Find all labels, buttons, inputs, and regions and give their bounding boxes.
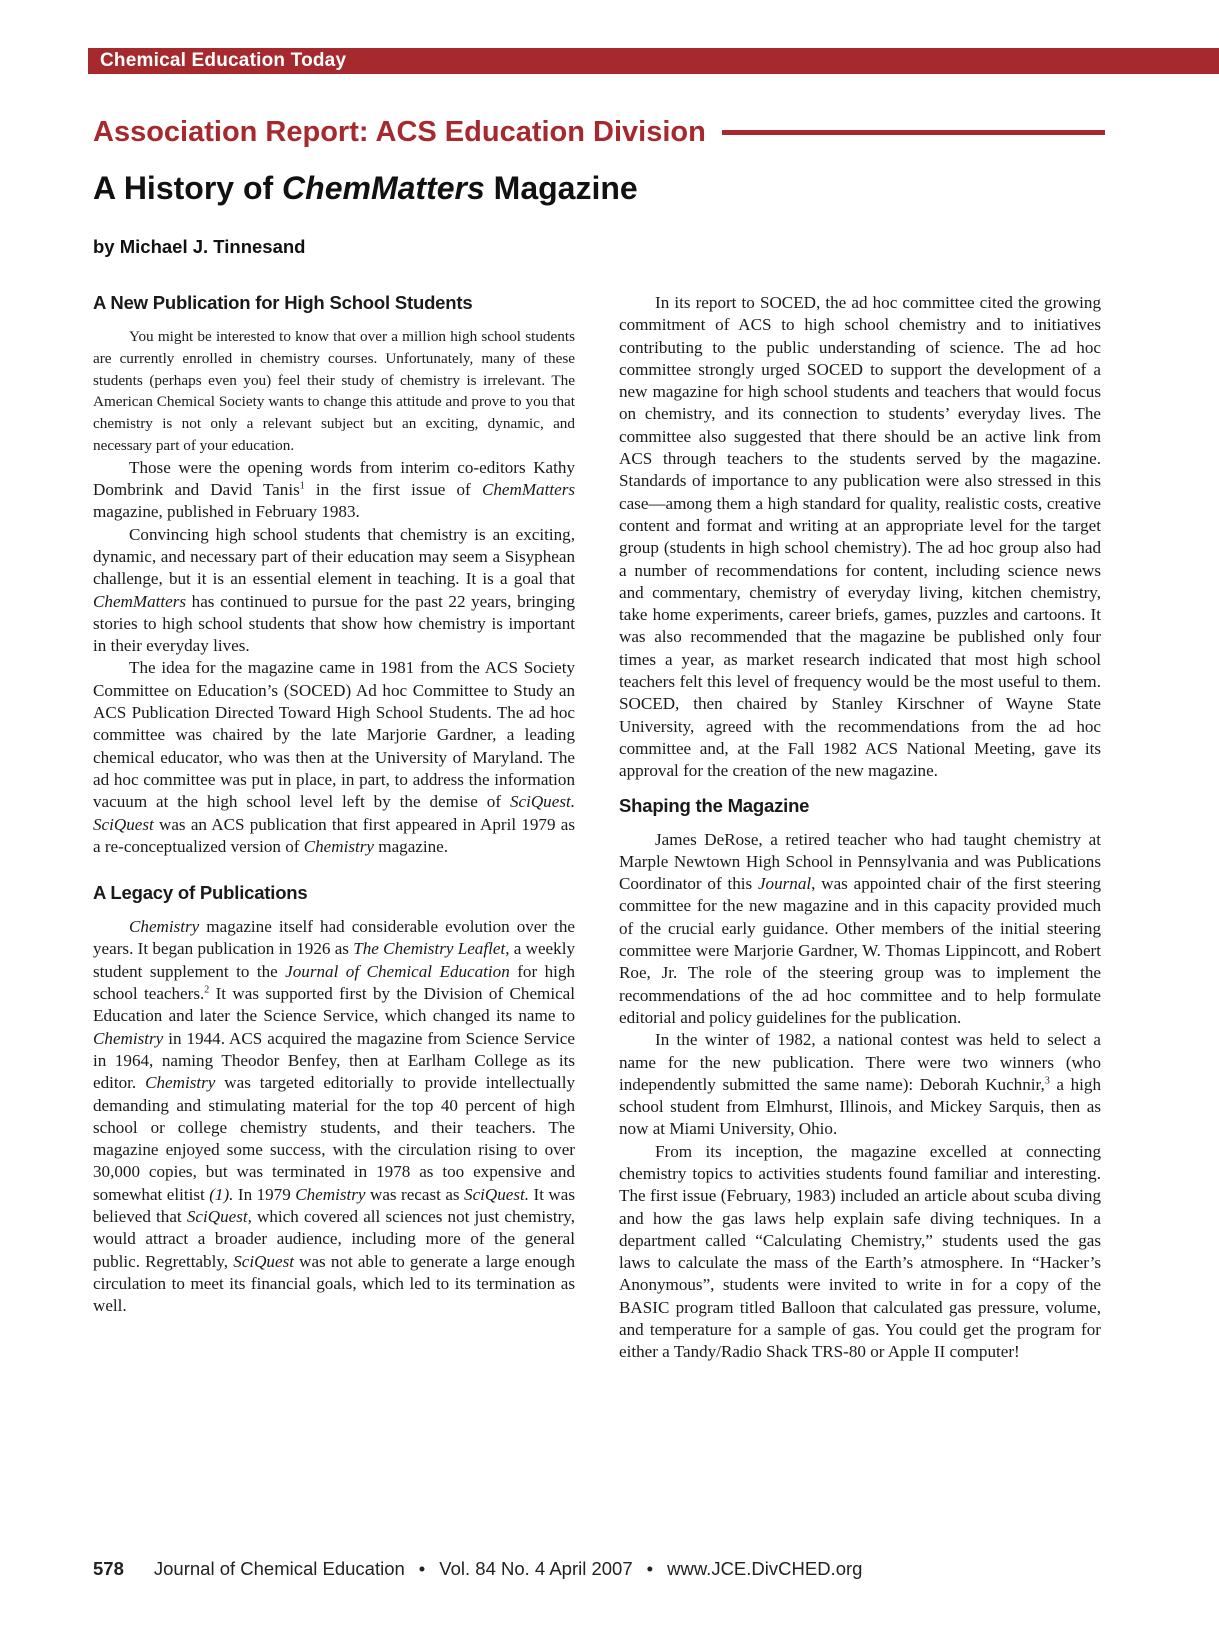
paragraph: In the winter of 1982, a national contest was held to select a name for the new publication. There were two winners (who independently submitted the same name): Deborah Kuchnir,$^3$ a high school student from Elmhurst, Illinois, and Mickey Sarquis, then as now at Miami University, Ohio. [619,1030,1101,1139]
page-footer [93,1558,862,1580]
left-column [93,292,575,1317]
section-rule [722,130,1105,135]
byline: by Michael J. Tinnesand [93,236,306,257]
paragraph: From its inception, the magazine excelled at connecting chemistry topics to activities students found familiar and interesting. The first issue (February, 1983) included an article about scuba diving and how the gas laws help explain safe diving techniques. In a department called “Calculating Chemistry,” students used the gas laws to calculate the mass of the Earth’s atmosphere. In “Hacker’s Anonymous”, students were invited to write in for a copy of the BASIC program titled Balloon that calculated gas pressure, volume, and temperature for a sample of gas. You could get the program for either a Tandy/Radio Shack TRS-80 or Apple II computer! [619,1141,1101,1362]
journal-url[interactable]: www.JCE.DivCHED.org [667,1558,863,1579]
section-heading [93,112,1105,152]
paragraph: James DeRose, a retired teacher who had taught chemistry at Marple Newtown High School in Pennsylvania and was Publications Coordinator of this Journal, was appointed chair of the first steering committee for the new magazine and in this capacity provided much of the crucial early guidance. Other members of the initial steering committee were Marjorie Gardner, W. Thomas Lippincott, and Robert Roe, Jr. The role of the steering group was to implement the recommendations of the ad hoc committee and to help formulate editorial and policy guidelines for the publication. [619,829,1101,1027]
paragraph: Chemistry magazine itself had considerable evolution over the years. It began publication in 1926 as The Chemistry Leaflet, a weekly student supplement to the Journal of Chemical Education for high school teachers.$^2$ It was supported first by the Division of Chemical Education and later the Science Service, which changed its name to Chemistry in 1944. ACS acquired the magazine from Science Service in 1964, naming Theodor Benfey, then at Earlham College as its editor. Chemistry was targeted editorially to provide intellectually demanding and stimulating material for the top 40 percent of high school or college chemistry students, and their teachers. The magazine enjoyed some success, with the circulation rising to over 30,000 copies, but was terminated in 1978 as too expensive and somewhat elitist (1). In 1979 Chemistry was recast as SciQuest. It was believed that SciQuest, which covered all sciences not just chemistry, would attract a broader audience, including more of the general public. Regrettably, SciQuest was not able to generate a large enough circulation to meet its financial goals, which led to its termination as well. [93,917,575,1316]
section-title: Association Report: ACS Education Division [93,115,706,148]
subheading-legacy: A Legacy of Publications [93,882,308,904]
paragraph: The idea for the magazine came in 1981 from the ACS Society Committee on Education’s (SOCED) Ad hoc Committee to Study an ACS Publication Directed Toward High School Students. The ad hoc committee was chaired by the late Marjorie Gardner, a leading chemical educator, who was then at the University of Maryland. The ad hoc committee was put in place, in part, to address the information vacuum at the high school level left by the demise of SciQuest. SciQuest was an ACS publication that first appeared in April 1979 as a re-conceptualized version of Chemistry magazine. [93,658,575,856]
paragraph: Convincing high school students that chemistry is an exciting, dynamic, and necessary part of their education may seem a Sisyphean challenge, but it is an essential element in teaching. It is a goal that ChemMatters has continued to pursue for the past 22 years, bringing stories to high school students that show how chemistry is important in their everyday lives. [93,524,575,656]
subheading-new-publication: A New Publication for High School Students [93,292,473,313]
article-title [93,170,638,207]
volume-info: Vol. 84 No. 4 April 2007 [439,1558,633,1579]
page-number: 578 [93,1558,124,1579]
journal-name: Journal of Chemical Education [153,1558,405,1579]
right-column [619,292,1101,1364]
separator: • [646,1558,654,1579]
section-banner: Chemical Education Today [88,48,1219,74]
opening-quote: You might be interested to know that over a million high school students are currently enrolled in chemistry courses. Unfortunately, many of these students (perhaps even you) feel their study of chemistry is irrelevant. The American Chemical Society wants to change this attitude and prove to you that chemistry is not only a relevant subject but an exciting, dynamic, and necessary part of your education. [93,328,575,454]
title-prefix: A History of [93,170,283,206]
title-suffix: Magazine [484,170,638,206]
paragraph: Those were the opening words from interim co-editors Kathy Dombrink and David Tanis$^1$ in the first issue of ChemMatters magazine, published in February 1983. [93,457,575,522]
separator: • [418,1558,426,1579]
subheading-shaping: Shaping the Magazine [619,794,810,816]
paragraph: In its report to SOCED, the ad hoc committee cited the growing commitment of ACS to high school chemistry and to initiatives contributing to the public understanding of science. The ad hoc committee strongly urged SOCED to support the development of a new magazine for high school students and teachers that would focus on chemistry, and its connection to students’ everyday lives. The committee also suggested that there should be an active link from ACS through teachers to the students served by the magazine. Standards of importance to any publication were also stressed in this case—among them a high standard for quality, realistic costs, creative content and format and writing at an appropriate level for the target group (students in high school chemistry). The ad hoc group also had a number of recommendations for content, including science news and commentary, chemistry of everyday living, kitchen chemistry, take home experiments, career briefs, games, puzzles and cartoons. It was also recommended that the magazine be published only four times a year, as market research indicated that most high school teachers felt this level of frequency would be the most useful to them. SOCED, then chaired by Stanley Kirschner of Wayne State University, agreed with the recommendations from the ad hoc committee and, at the Fall 1982 ACS National Meeting, gave its approval for the creation of the new magazine. [619,293,1101,781]
title-italic: ChemMatters [282,170,485,206]
